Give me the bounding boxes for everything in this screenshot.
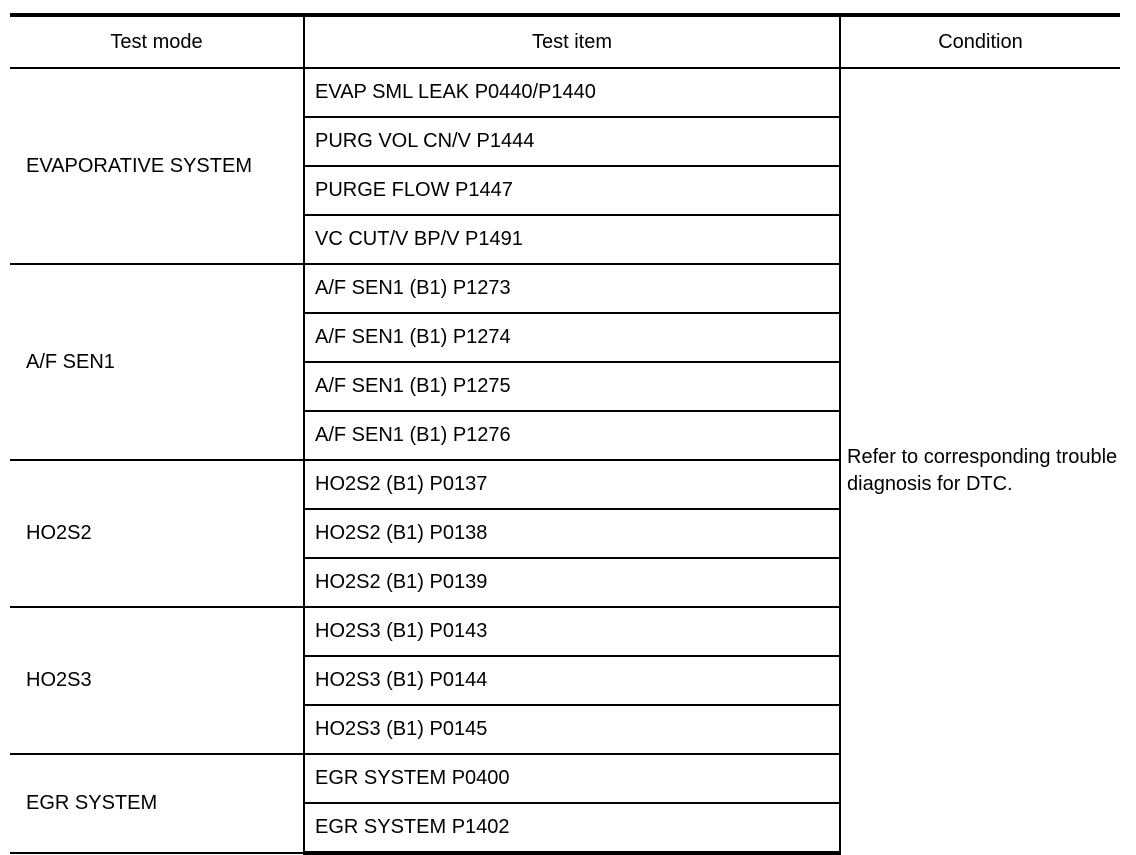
- test-mode-cell: A/F SEN1: [10, 264, 304, 460]
- test-item-cell: HO2S3 (B1) P0143: [304, 607, 840, 656]
- table-row: [10, 68, 1120, 117]
- test-item-cell: HO2S2 (B1) P0137: [304, 460, 840, 509]
- test-item-cell: EGR SYSTEM P1402: [304, 803, 840, 853]
- test-item-cell: EGR SYSTEM P0400: [304, 754, 840, 803]
- test-mode-cell: EVAPORATIVE SYSTEM: [10, 68, 304, 264]
- table-header: [10, 15, 1120, 68]
- document-page: [10, 13, 1120, 855]
- test-item-cell: HO2S3 (B1) P0145: [304, 705, 840, 754]
- test-item-cell: PURG VOL CN/V P1444: [304, 117, 840, 166]
- test-mode-cell: HO2S2: [10, 460, 304, 607]
- test-mode-cell: HO2S3: [10, 607, 304, 754]
- test-item-cell: HO2S3 (B1) P0144: [304, 656, 840, 705]
- test-mode-table: [10, 13, 1120, 855]
- test-mode-cell: EGR SYSTEM: [10, 754, 304, 853]
- header-test-item: Test item: [304, 15, 840, 68]
- test-item-cell: A/F SEN1 (B1) P1276: [304, 411, 840, 460]
- test-item-cell: A/F SEN1 (B1) P1274: [304, 313, 840, 362]
- test-item-cell: HO2S2 (B1) P0139: [304, 558, 840, 607]
- condition-cell: Refer to corresponding trouble diagnosis for DTC.: [840, 68, 1120, 853]
- test-item-cell: A/F SEN1 (B1) P1273: [304, 264, 840, 313]
- table-body: [10, 68, 1120, 853]
- test-item-cell: HO2S2 (B1) P0138: [304, 509, 840, 558]
- test-item-cell: A/F SEN1 (B1) P1275: [304, 362, 840, 411]
- header-row: [10, 15, 1120, 68]
- test-item-cell: EVAP SML LEAK P0440/P1440: [304, 68, 840, 117]
- header-condition: Condition: [840, 15, 1120, 68]
- test-item-cell: VC CUT/V BP/V P1491: [304, 215, 840, 264]
- header-test-mode: Test mode: [10, 15, 304, 68]
- test-item-cell: PURGE FLOW P1447: [304, 166, 840, 215]
